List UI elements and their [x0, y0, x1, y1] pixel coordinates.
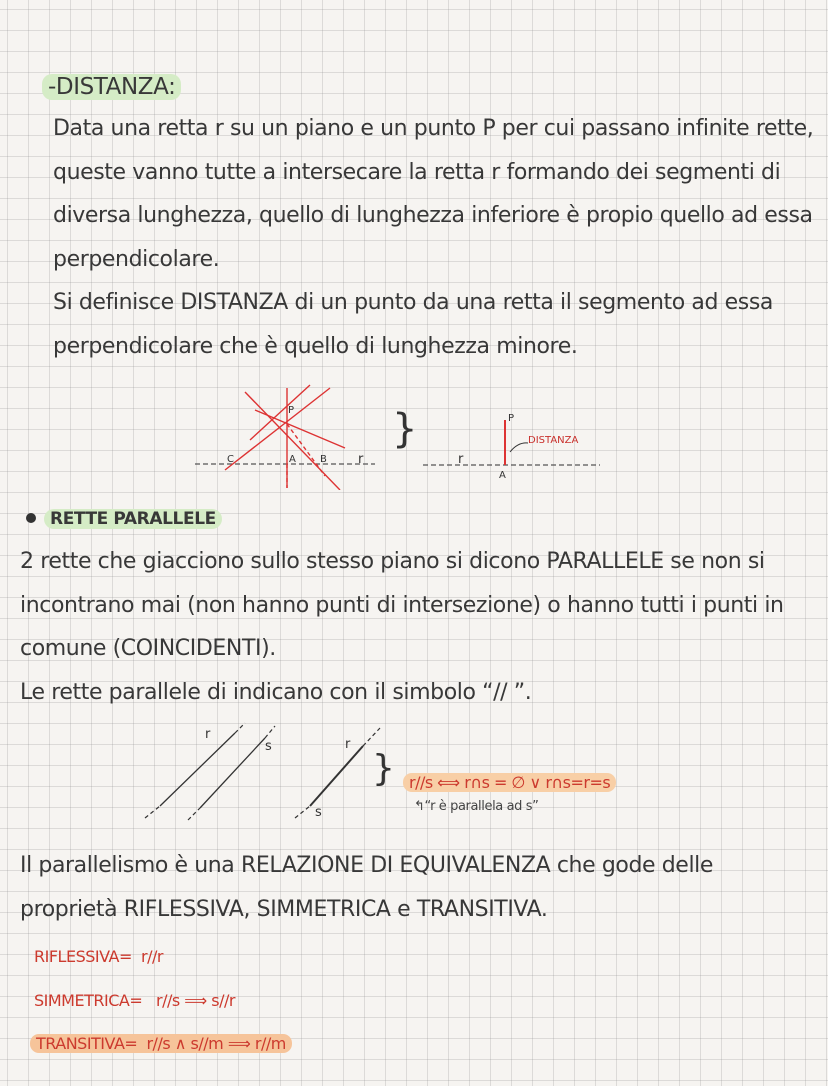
distance-diagram: [190, 380, 620, 490]
arrow-icon: ↰: [414, 799, 425, 814]
bullet: [26, 513, 36, 523]
paragraph-line: perpendicolare.: [53, 247, 220, 272]
paragraph-line: queste vanno tutte a intersecare la retta r formando dei segmenti di: [53, 160, 781, 185]
property-simmetrica: SIMMETRICA= r//s ⟹ s//r: [34, 991, 235, 1010]
label-r1: r: [205, 727, 211, 742]
paragraph-line: proprietà RIFLESSIVA, SIMMETRICA e TRANSITIVA.: [20, 897, 548, 922]
parallel-line-s: [200, 738, 265, 808]
paragraph-line: Il parallelismo è una RELAZIONE DI EQUIVALENZA che gode delle: [20, 853, 714, 878]
paragraph-line: comune (COINCIDENTI).: [20, 636, 276, 661]
label-r: r: [358, 452, 364, 467]
label-a2: A: [499, 470, 506, 481]
paragraph-line: Si definisce DISTANZA di un punto da una retta il segmento ad essa: [53, 290, 773, 315]
label-s1: s: [265, 739, 272, 754]
coincident-line: [310, 746, 363, 806]
paragraph-line: Le rette parallele di indicano con il simbolo “// ”.: [20, 680, 532, 705]
label-a: A: [289, 454, 296, 465]
section-title-rette-parallele: RETTE PARALLELE: [44, 509, 222, 529]
property-transitiva: TRANSITIVA= r//s ∧ s//m ⟹ r//m: [30, 1034, 292, 1053]
section-title-distanza: -DISTANZA:: [42, 74, 181, 100]
label-c: C: [227, 454, 234, 465]
paragraph-line: perpendicolare che è quello di lunghezza minore.: [53, 334, 578, 359]
formula-caption: ↰“r è parallela ad s”: [414, 799, 539, 814]
paragraph-line: Data una retta r su un piano e un punto P per cui passano infinite rette,: [53, 116, 814, 141]
label-s2: s: [315, 805, 322, 820]
property-riflessiva: RIFLESSIVA= r//r: [34, 947, 163, 966]
parallel-formula: r//s ⟺ r∩s = ∅ ∨ r∩s=r=s: [403, 773, 616, 792]
red-line: [250, 385, 310, 440]
label-b: B: [320, 454, 327, 465]
label-distanza: DISTANZA: [528, 435, 579, 446]
label-p: P: [288, 405, 295, 416]
paragraph-line: incontrano mai (non hanno punti di intersezione) o hanno tutti i punti in: [20, 593, 784, 618]
red-line: [225, 388, 330, 470]
brace: }: [392, 406, 418, 452]
paragraph-line: diversa lunghezza, quello di lunghezza inferiore è propio quello ad essa: [53, 203, 813, 228]
label-r2: r: [345, 737, 351, 752]
arrow: [510, 443, 528, 452]
parallel-line-r: [160, 733, 235, 806]
label-r2: r: [458, 452, 464, 467]
label-p2: P: [508, 413, 515, 424]
parallel-diagram: [135, 718, 395, 823]
paragraph-line: 2 rette che giacciono sullo stesso piano si dicono PARALLELE se non si: [20, 549, 765, 574]
brace: }: [372, 748, 395, 789]
